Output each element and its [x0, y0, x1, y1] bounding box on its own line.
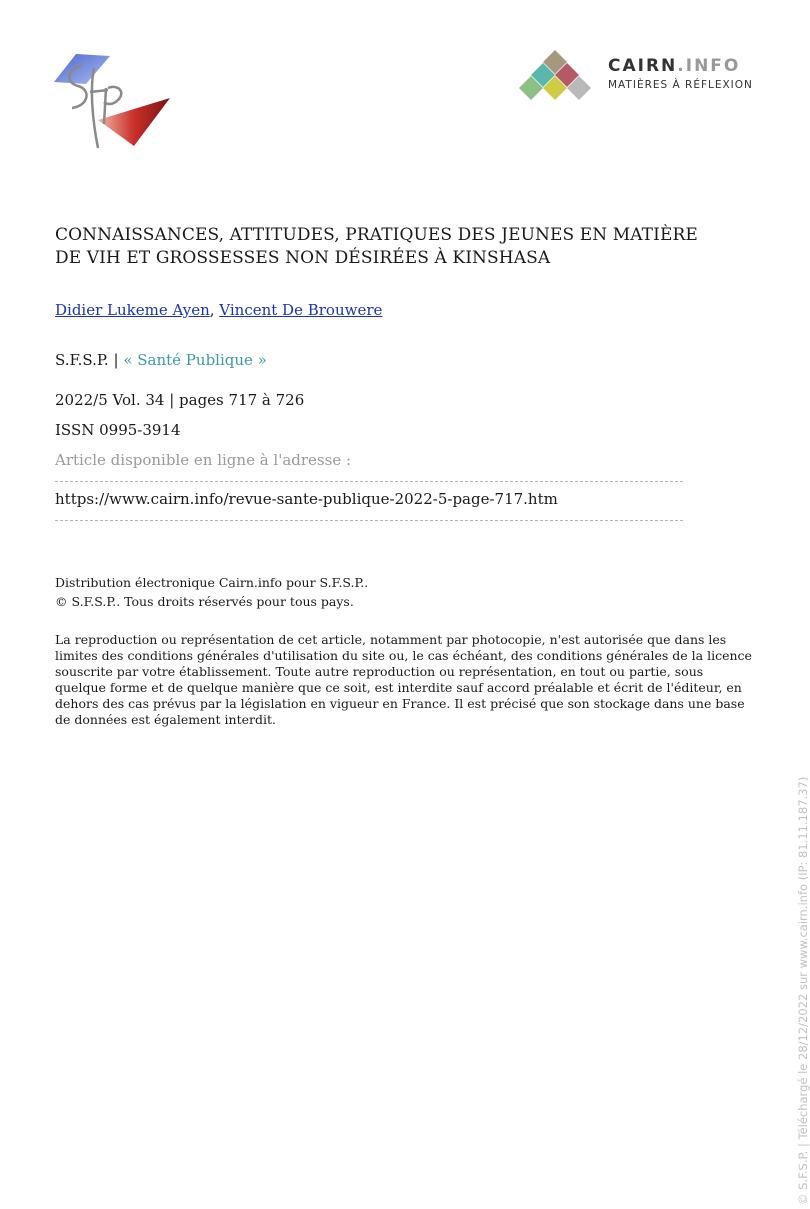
- download-watermark: © S.F.S.P. | Téléchargé le 28/12/2022 sur www.cairn.info (IP: 81.11.187.37): [796, 776, 810, 1205]
- author-link-1[interactable]: Didier Lukeme Ayen: [55, 301, 210, 319]
- cairn-tiles-icon: [512, 48, 598, 106]
- journal-link[interactable]: « Santé Publique »: [123, 351, 267, 369]
- authors: [55, 301, 382, 319]
- distribution-line-1: Distribution électronique Cairn.info pour S.F.S.P..: [55, 575, 369, 590]
- title-line-2: DE VIH ET GROSSESSES NON DÉSIRÉES À KINSHASA: [55, 248, 551, 268]
- legal-notice: La reproduction ou représentation de cet article, notamment par photocopie, n'est autorisée que dans les limites des conditions générales d'utilisation du site ou, le cas échéant, des conditions générales de la licence souscrite par votre établissement. Toute autre reproduction ou représentation, en tout ou partie, sous quelque forme et de quelque manière que ce soit, est interdite sauf accord préalable et écrit de l'éditeur, en dehors des cas prévus par la législation en vigueur en France. Il est précisé que son stockage dans une base de données est également interdit.: [55, 632, 752, 727]
- publisher: S.F.S.P.: [55, 351, 109, 369]
- cairn-tagline: MATIÈRES À RÉFLEXION: [608, 79, 753, 91]
- availability-label: Article disponible en ligne à l'adresse :: [55, 451, 352, 469]
- journal-line: [55, 351, 267, 369]
- title-line-1: CONNAISSANCES, ATTITUDES, PRATIQUES DES JEUNES EN MATIÈRE: [55, 225, 698, 245]
- divider-top: [55, 481, 683, 482]
- journal-separator: |: [113, 351, 119, 369]
- cairn-brand-name: CAIRN.INFO: [608, 56, 741, 76]
- copyright-line: © S.F.S.P.. Tous droits réservés pour tous pays.: [55, 594, 354, 609]
- sfsp-logo: [46, 48, 174, 154]
- sfsp-logo-icon: [46, 48, 174, 154]
- article-url[interactable]: https://www.cairn.info/revue-sante-publique-2022-5-page-717.htm: [55, 490, 558, 508]
- cairn-logo: [512, 48, 762, 106]
- author-link-2[interactable]: Vincent De Brouwere: [219, 301, 383, 319]
- volume-pages: 2022/5 Vol. 34 | pages 717 à 726: [55, 391, 305, 409]
- issn: ISSN 0995-3914: [55, 421, 181, 439]
- author-separator: ,: [209, 301, 215, 319]
- divider-bottom: [55, 520, 683, 521]
- article-title: [55, 224, 755, 270]
- distribution-notice: [55, 573, 368, 611]
